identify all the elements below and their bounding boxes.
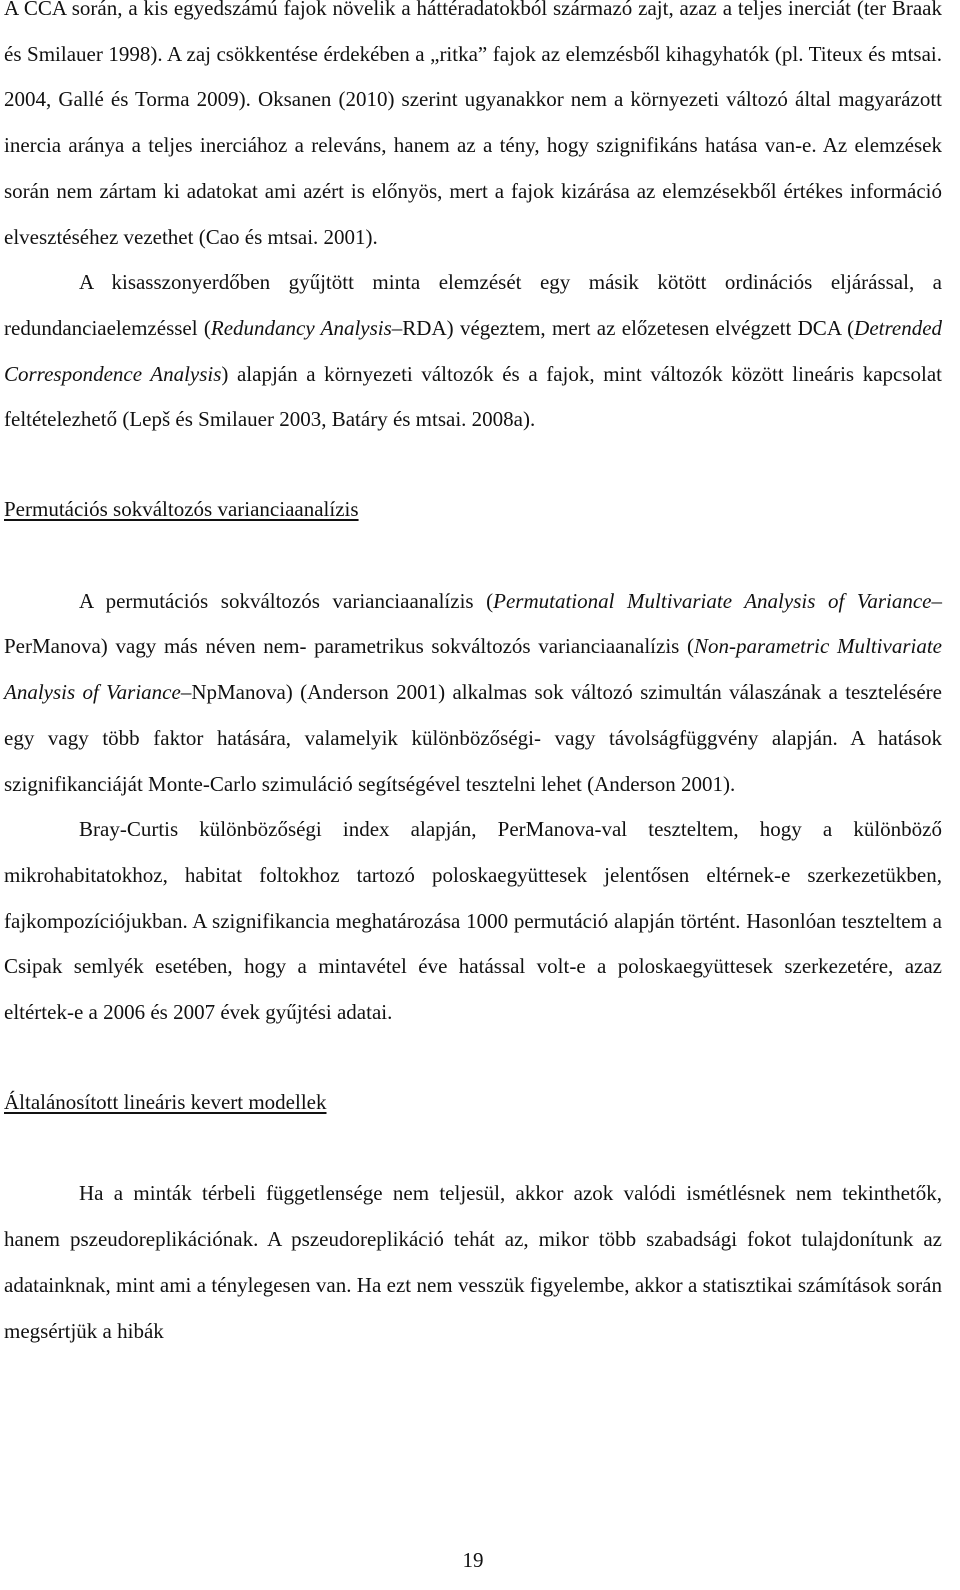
paragraph-permanova-text-c: –PerManova) vagy más néven nem- parametrikus sokváltozós varianciaanalízis (: [4, 588, 942, 659]
page-number: 19: [462, 1548, 484, 1572]
section-heading-glmm: Általánosított lineáris kevert modellek: [4, 1089, 327, 1114]
paragraph-pseudoreplication: Ha a minták térbeli függetlensége nem teljesül, akkor azok valódi ismétlésnek nem tekinthetők, hanem pszeudoreplikációnak. A pszeudoreplikáció tehát az, mikor több szabadsági fokot tulajdonítunk az adatainknak, mint ami a ténylegesen van. Ha ezt nem vesszük figyelembe, akkor a statisztikai számítások során megsértjük a hibák: [4, 1181, 942, 1343]
paragraph-rda-term-rda: Redundancy Analysis: [210, 315, 392, 340]
page-body: [4, 0, 942, 1354]
section-heading-permanova: Permutációs sokváltozós varianciaanalízis: [4, 497, 359, 522]
paragraph-permanova-term-npmanova: Non-parametric Multivariate Analysis of Variance: [4, 634, 942, 705]
paragraph-rda-term-dca: Detrended Correspondence Analysis: [4, 315, 943, 386]
spacer: [4, 1036, 942, 1080]
paragraph-permanova-text-e: –NpManova) (Anderson 2001) alkalmas sok változó szimultán válaszának a tesztelésére egy vagy több faktor hatására, valamelyik különbözőségi- vagy távolságfüggvény alapján. A hatások szignifikanciáját Monte-Carlo szimuláció segítségével tesztelni lehet (Anderson 2001).: [4, 680, 942, 796]
paragraph-permanova-text-a: A permutációs sokváltozós varianciaanalízis (: [79, 588, 494, 613]
paragraph-permanova-intro: [4, 579, 942, 808]
spacer: [4, 533, 942, 579]
paragraph-cca-noise: A CCA során, a kis egyedszámú fajok növelik a háttéradatokból származó zajt, azaz a teljes inerciát (ter Braak és Smilauer 1998). A zaj csökkentése érdekében a „ritka” fajok az elemzésből kihagyhatók (pl. Titeux és mtsai. 2004, Gallé és Torma 2009). Oksanen (2010) szerint ugyanakkor nem a környezeti változó által magyarázott inercia aránya a teljes inerciához a releváns, hanem az a tény, hogy szignifikáns hatása van-e. Az elemzések során nem zártam ki adatokat ami azért is előnyös, mert a fajok kizárása az elemzésekből értékes információ elvesztéséhez vezethet (Cao és mtsai. 2001).: [4, 0, 942, 249]
paragraph-rda-text-a: A kisasszonyerdőben gyűjtött minta elemzését egy másik kötött ordinációs eljárással, a redundanciaelemzéssel (: [4, 270, 942, 340]
paragraph-permanova-term-permanova: Permutational Multivariate Analysis of Variance: [493, 588, 932, 613]
paragraph-rda-text-e: ) alapján a környezeti változók és a fajok, mint változók között lineáris kapcsolat feltételezhető (Lepš és Smilauer 2003, Batáry és mtsai. 2008a).: [4, 361, 942, 432]
paragraph-rda: [4, 260, 942, 443]
paragraph-rda-text-c: –RDA) végeztem, mert az előzetesen elvégzett DCA (: [391, 315, 855, 340]
paragraph-bray-curtis: Bray-Curtis különbözőségi index alapján, PerManova-val teszteltem, hogy a különböző mikrohabitatokhoz, habitat foltokhoz tartozó poloskaegyüttesek jelentősen eltérnek-e szerkezetükben, fajkompozíciójukban. A szignifikancia meghatározása 1000 permutáció alapján történt. Hasonlóan teszteltem a Csipak semlyék esetében, hogy a mintavétel éve hatással volt-e a poloskaegyüttesek szerkezetére, azaz eltértek-e a 2006 és 2007 évek gyűjtési adatai.: [4, 817, 942, 1025]
spacer: [4, 1125, 942, 1171]
spacer: [4, 443, 942, 487]
